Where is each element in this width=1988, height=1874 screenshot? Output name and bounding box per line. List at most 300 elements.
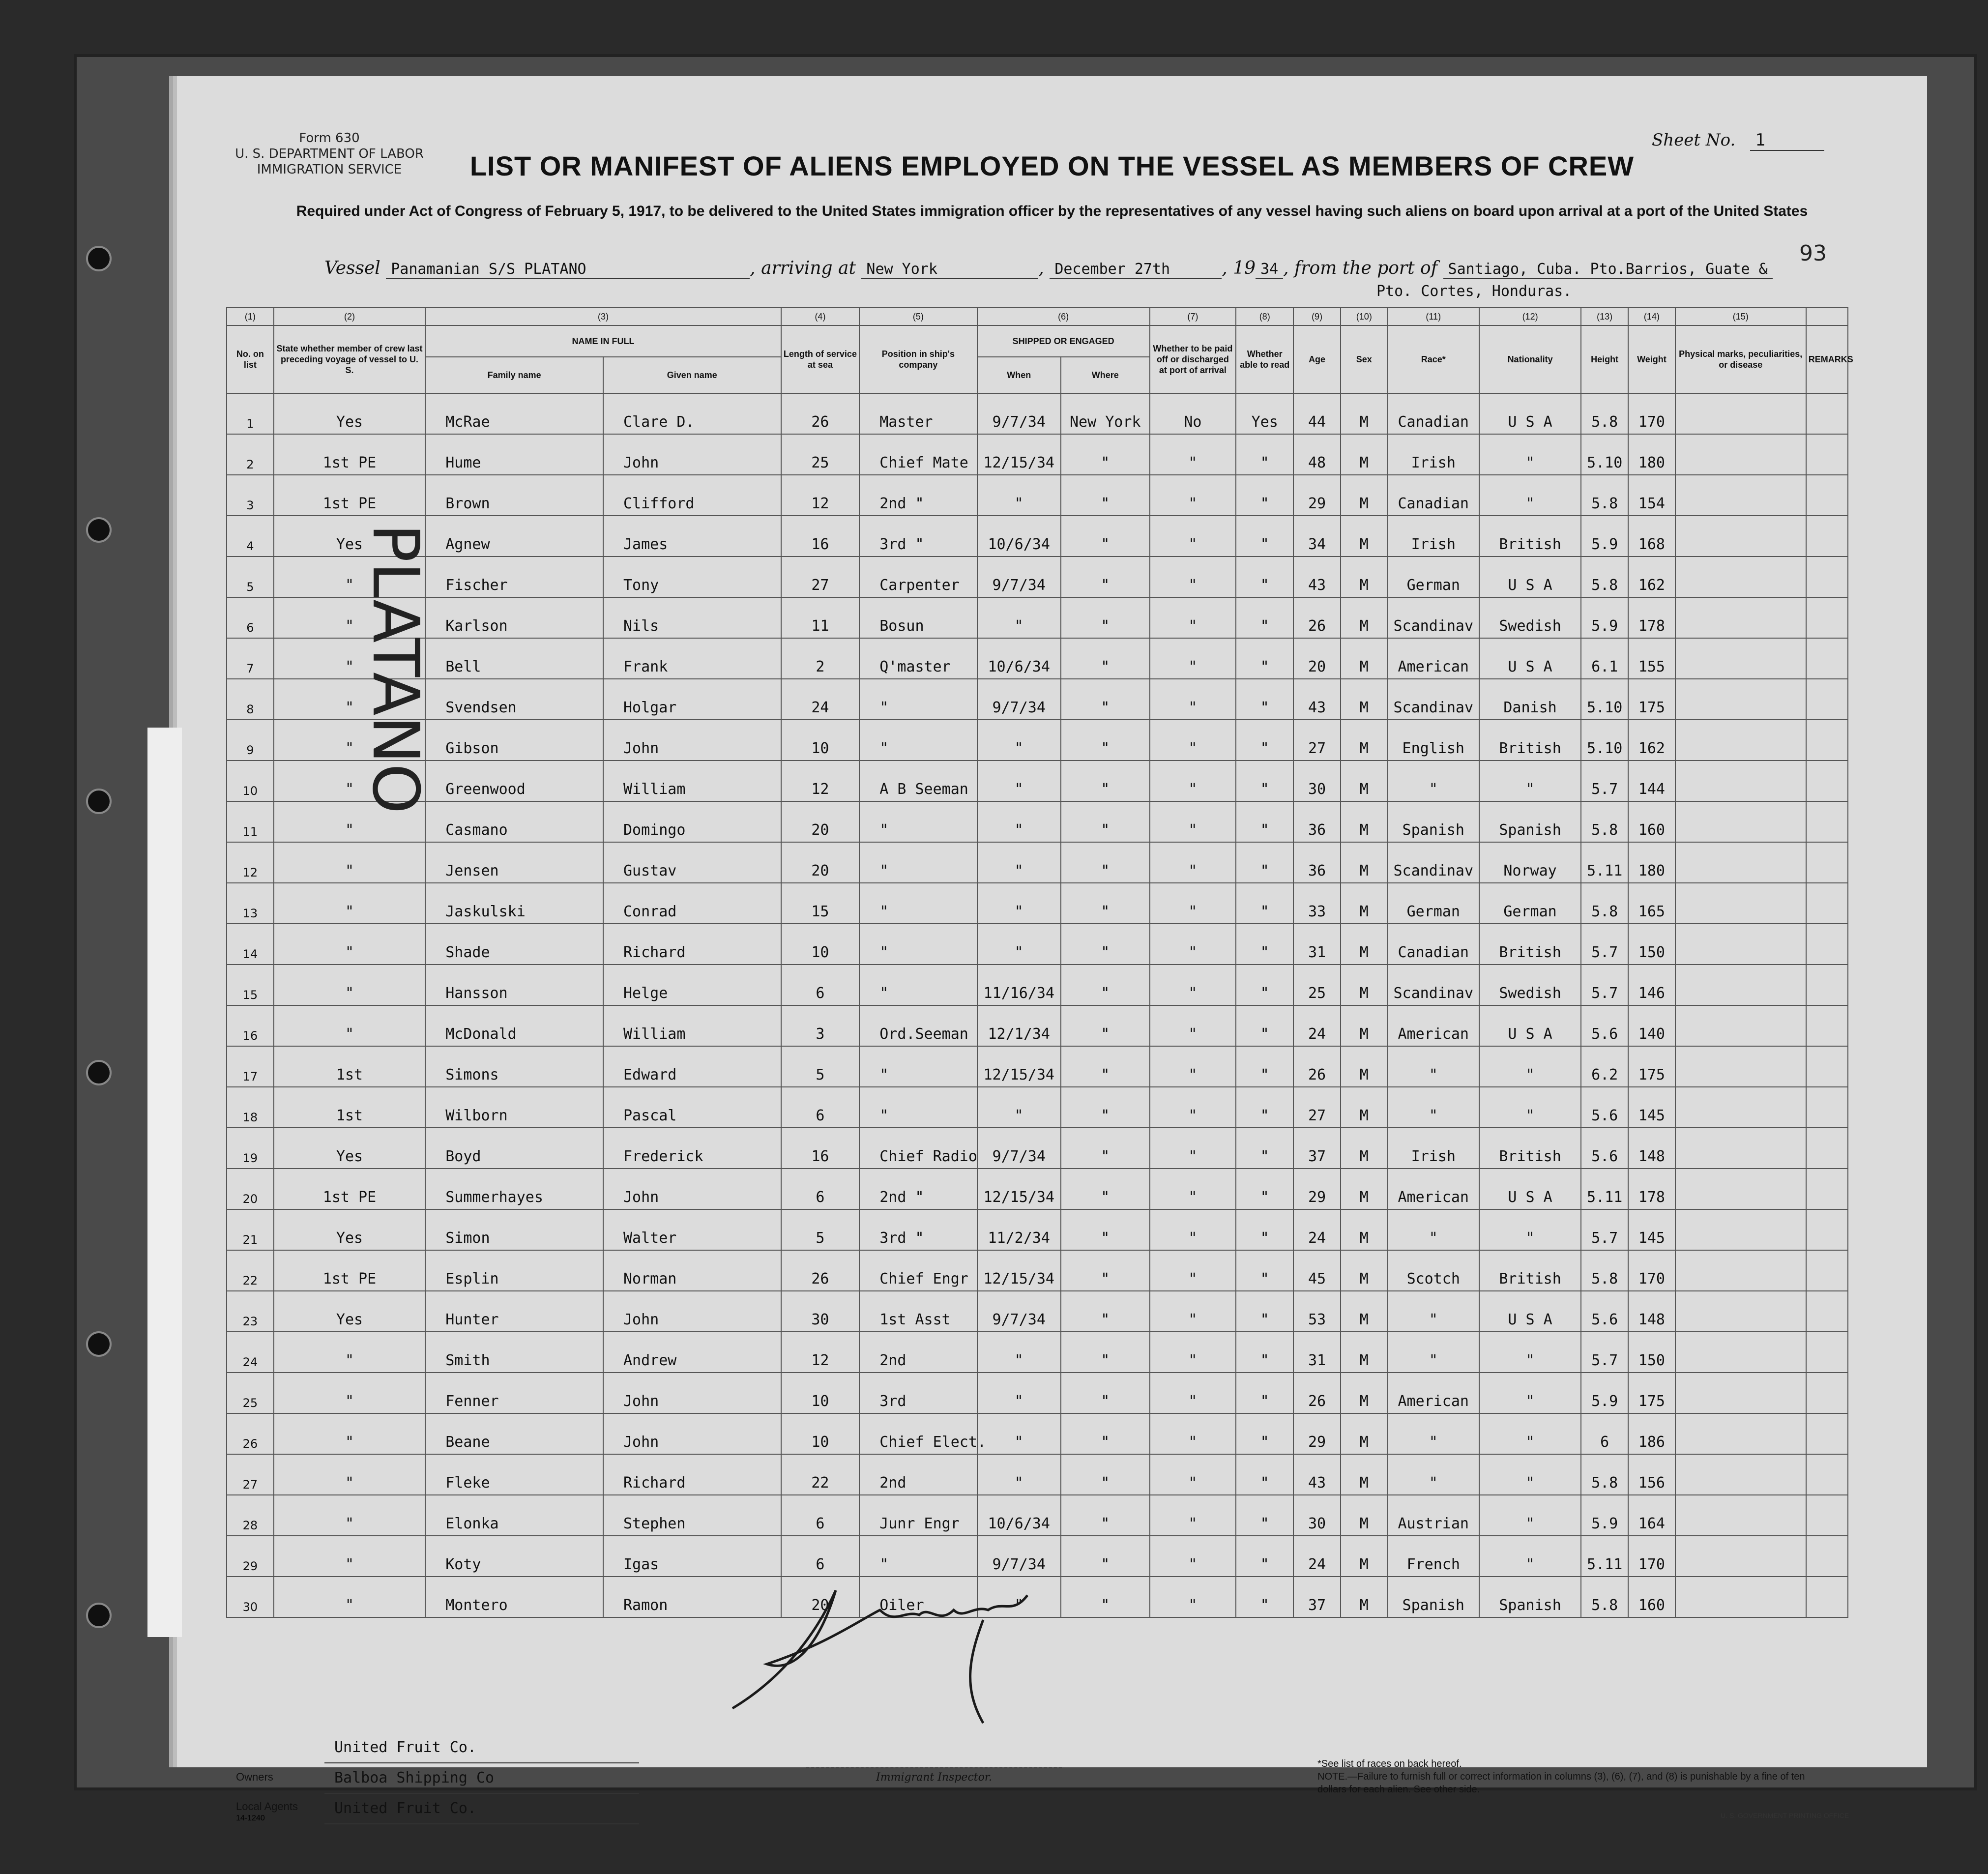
cell-no: 28	[227, 1495, 274, 1536]
cell-height: 5.7	[1581, 924, 1628, 965]
cell-length: 10	[781, 1413, 860, 1454]
cell-given: Walter	[603, 1209, 781, 1250]
cell-weight: 175	[1628, 1373, 1675, 1413]
cell-sex: M	[1341, 801, 1388, 842]
arrival-date: December 27th	[1050, 261, 1222, 279]
cell-nationality: U S A	[1479, 1005, 1581, 1046]
cell-family: Shade	[425, 924, 603, 965]
owner-2: Balboa Shipping Co	[324, 1763, 639, 1794]
cell-member: 1st	[274, 1046, 426, 1087]
cell-paid: "	[1150, 1005, 1236, 1046]
cell-remarks	[1806, 761, 1848, 801]
cell-weight: 168	[1628, 516, 1675, 556]
cell-family: Elonka	[425, 1495, 603, 1536]
sheet-number: Sheet No. 1	[1652, 130, 1824, 150]
cell-physical	[1675, 1577, 1806, 1617]
cell-nationality: U S A	[1479, 1169, 1581, 1209]
local-agent: United Fruit Co.	[324, 1794, 639, 1824]
cell-length: 2	[781, 638, 860, 679]
cell-position: 3rd "	[859, 1209, 977, 1250]
cell-race: American	[1388, 638, 1479, 679]
cell-paid: "	[1150, 1495, 1236, 1536]
cell-race: Scotch	[1388, 1250, 1479, 1291]
cell-race: Scandinav	[1388, 679, 1479, 720]
crew-manifest-table	[226, 307, 1853, 1618]
table-row	[227, 1209, 1848, 1250]
cell-sex: M	[1341, 1046, 1388, 1087]
table-row	[227, 842, 1848, 883]
col-paid: Whether to be paid off or discharged at port of arrival	[1150, 325, 1236, 393]
cell-given: John	[603, 434, 781, 475]
cell-nationality: "	[1479, 1536, 1581, 1577]
cell-when: 12/15/34	[977, 1046, 1061, 1087]
cell-weight: 162	[1628, 556, 1675, 597]
table-row	[227, 393, 1848, 434]
cell-position: "	[859, 1046, 977, 1087]
cell-weight: 146	[1628, 965, 1675, 1005]
cell-no: 27	[227, 1454, 274, 1495]
cell-sex: M	[1341, 516, 1388, 556]
table-row	[227, 1087, 1848, 1128]
table-row	[227, 1128, 1848, 1169]
col-no: No. on list	[227, 325, 274, 393]
cell-no: 20	[227, 1169, 274, 1209]
cell-family: Simons	[425, 1046, 603, 1087]
cell-sex: M	[1341, 1291, 1388, 1332]
cell-where: "	[1061, 1005, 1150, 1046]
cell-position: A B Seeman	[859, 761, 977, 801]
owners-and-agents	[324, 1733, 639, 1824]
cell-when: 10/6/34	[977, 516, 1061, 556]
cell-when: 9/7/34	[977, 679, 1061, 720]
cell-weight: 180	[1628, 842, 1675, 883]
cell-length: 6	[781, 1169, 860, 1209]
cell-no: 2	[227, 434, 274, 475]
cell-length: 6	[781, 1087, 860, 1128]
cell-physical	[1675, 1046, 1806, 1087]
cell-length: 6	[781, 965, 860, 1005]
cell-paid: "	[1150, 842, 1236, 883]
cell-physical	[1675, 1128, 1806, 1169]
cell-no: 16	[227, 1005, 274, 1046]
cell-length: 20	[781, 842, 860, 883]
cell-nationality: U S A	[1479, 638, 1581, 679]
cell-when: 10/6/34	[977, 638, 1061, 679]
cell-height: 5.10	[1581, 679, 1628, 720]
cell-position: 2nd "	[859, 1169, 977, 1209]
cell-family: Casmano	[425, 801, 603, 842]
cell-race: Irish	[1388, 434, 1479, 475]
cell-nationality: Swedish	[1479, 597, 1581, 638]
cell-given: Clifford	[603, 475, 781, 516]
cell-position: Junr Engr	[859, 1495, 977, 1536]
cell-family: Jensen	[425, 842, 603, 883]
cell-age: 33	[1293, 883, 1341, 924]
cell-where: "	[1061, 638, 1150, 679]
cell-no: 24	[227, 1332, 274, 1373]
cell-weight: 154	[1628, 475, 1675, 516]
col-nationality: Nationality	[1479, 325, 1581, 393]
cell-read: "	[1236, 1250, 1293, 1291]
cell-physical	[1675, 1332, 1806, 1373]
col-sex: Sex	[1341, 325, 1388, 393]
cell-position: Carpenter	[859, 556, 977, 597]
cell-height: 5.8	[1581, 1454, 1628, 1495]
cell-nationality: "	[1479, 1454, 1581, 1495]
cell-sex: M	[1341, 1413, 1388, 1454]
cell-paid: "	[1150, 1332, 1236, 1373]
punch-hole	[86, 1331, 112, 1357]
cell-position: "	[859, 801, 977, 842]
cell-nationality: German	[1479, 883, 1581, 924]
cell-height: 5.9	[1581, 516, 1628, 556]
cell-when: "	[977, 842, 1061, 883]
cell-member: "	[274, 1495, 426, 1536]
cell-family: Beane	[425, 1413, 603, 1454]
cell-read: "	[1236, 516, 1293, 556]
cell-height: 5.8	[1581, 801, 1628, 842]
cell-paid: "	[1150, 965, 1236, 1005]
cell-read: "	[1236, 434, 1293, 475]
cell-nationality: "	[1479, 1209, 1581, 1250]
cell-weight: 186	[1628, 1413, 1675, 1454]
cell-read: "	[1236, 1128, 1293, 1169]
cell-read: "	[1236, 1046, 1293, 1087]
cell-sex: M	[1341, 761, 1388, 801]
cell-race: Spanish	[1388, 1577, 1479, 1617]
cell-read: "	[1236, 1495, 1293, 1536]
cell-height: 5.6	[1581, 1087, 1628, 1128]
cell-family: Summerhayes	[425, 1169, 603, 1209]
cell-where: "	[1061, 1169, 1150, 1209]
cell-age: 34	[1293, 516, 1341, 556]
cell-remarks	[1806, 1128, 1848, 1169]
form-identifier: Form 630 U. S. DEPARTMENT OF LABOR IMMIGRATION SERVICE	[235, 131, 424, 177]
cell-member: Yes	[274, 1209, 426, 1250]
cell-weight: 175	[1628, 679, 1675, 720]
cell-family: McDonald	[425, 1005, 603, 1046]
cell-height: 5.6	[1581, 1128, 1628, 1169]
cell-no: 15	[227, 965, 274, 1005]
cell-age: 30	[1293, 1495, 1341, 1536]
cell-sex: M	[1341, 434, 1388, 475]
cell-weight: 145	[1628, 1087, 1675, 1128]
cell-no: 12	[227, 842, 274, 883]
cell-member: 1st PE	[274, 1169, 426, 1209]
cell-length: 26	[781, 1250, 860, 1291]
cell-physical	[1675, 1169, 1806, 1209]
cell-position: "	[859, 883, 977, 924]
cell-position: Q'master	[859, 638, 977, 679]
cell-sex: M	[1341, 1087, 1388, 1128]
cell-age: 53	[1293, 1291, 1341, 1332]
cell-weight: 140	[1628, 1005, 1675, 1046]
cell-sex: M	[1341, 1373, 1388, 1413]
cell-race: "	[1388, 1291, 1479, 1332]
cell-nationality: "	[1479, 1495, 1581, 1536]
cell-member: 1st PE	[274, 1250, 426, 1291]
cell-sex: M	[1341, 1209, 1388, 1250]
cell-read: "	[1236, 1169, 1293, 1209]
cell-weight: 170	[1628, 1536, 1675, 1577]
cell-when: "	[977, 761, 1061, 801]
cell-age: 29	[1293, 475, 1341, 516]
cell-length: 5	[781, 1046, 860, 1087]
cell-length: 27	[781, 556, 860, 597]
cell-nationality: Norway	[1479, 842, 1581, 883]
cell-where: "	[1061, 1577, 1150, 1617]
cell-age: 25	[1293, 965, 1341, 1005]
cell-member: "	[274, 556, 426, 597]
cell-when: "	[977, 597, 1061, 638]
cell-where: "	[1061, 1413, 1150, 1454]
punch-hole	[86, 789, 112, 814]
cell-given: Stephen	[603, 1495, 781, 1536]
cell-read: "	[1236, 1454, 1293, 1495]
cell-where: "	[1061, 597, 1150, 638]
col-height: Height	[1581, 325, 1628, 393]
cell-read: "	[1236, 1413, 1293, 1454]
cell-remarks	[1806, 556, 1848, 597]
table-row	[227, 638, 1848, 679]
cell-member: "	[274, 965, 426, 1005]
cell-no: 22	[227, 1250, 274, 1291]
cell-age: 26	[1293, 1373, 1341, 1413]
cell-where: "	[1061, 1250, 1150, 1291]
cell-weight: 150	[1628, 1332, 1675, 1373]
table-row	[227, 1250, 1848, 1291]
cell-nationality: "	[1479, 1046, 1581, 1087]
cell-length: 10	[781, 720, 860, 761]
cell-member: "	[274, 1577, 426, 1617]
cell-position: Chief Elect.	[859, 1413, 977, 1454]
cell-given: Richard	[603, 924, 781, 965]
cell-given: Pascal	[603, 1087, 781, 1128]
cell-paid: "	[1150, 516, 1236, 556]
col-remarks: REMARKS	[1806, 325, 1848, 393]
cell-nationality: U S A	[1479, 556, 1581, 597]
cell-age: 36	[1293, 842, 1341, 883]
cell-nationality: "	[1479, 1413, 1581, 1454]
cell-position: 1st Asst	[859, 1291, 977, 1332]
cell-read: "	[1236, 556, 1293, 597]
cell-read: "	[1236, 801, 1293, 842]
cell-nationality: "	[1479, 434, 1581, 475]
cell-weight: 160	[1628, 1577, 1675, 1617]
cell-remarks	[1806, 597, 1848, 638]
cell-remarks	[1806, 393, 1848, 434]
cell-sex: M	[1341, 597, 1388, 638]
departure-port: Santiago, Cuba. Pto.Barrios, Guate &	[1443, 261, 1773, 279]
cell-weight: 162	[1628, 720, 1675, 761]
cell-family: Agnew	[425, 516, 603, 556]
cell-race: Irish	[1388, 1128, 1479, 1169]
cell-read: "	[1236, 1209, 1293, 1250]
cell-length: 5	[781, 1209, 860, 1250]
cell-physical	[1675, 1250, 1806, 1291]
cell-nationality: British	[1479, 516, 1581, 556]
table-row	[227, 434, 1848, 475]
cell-age: 31	[1293, 1332, 1341, 1373]
cell-family: Hume	[425, 434, 603, 475]
cell-height: 6	[1581, 1413, 1628, 1454]
cell-family: Jaskulski	[425, 883, 603, 924]
cell-when: "	[977, 801, 1061, 842]
cell-no: 6	[227, 597, 274, 638]
cell-member: "	[274, 842, 426, 883]
cell-physical	[1675, 516, 1806, 556]
cell-member: 1st	[274, 1087, 426, 1128]
cell-length: 12	[781, 761, 860, 801]
cell-nationality: "	[1479, 1087, 1581, 1128]
table-row	[227, 965, 1848, 1005]
cell-member: 1st PE	[274, 434, 426, 475]
cell-physical	[1675, 1536, 1806, 1577]
cell-family: Koty	[425, 1536, 603, 1577]
cell-remarks	[1806, 1291, 1848, 1332]
cell-height: 5.8	[1581, 883, 1628, 924]
cell-no: 14	[227, 924, 274, 965]
cell-where: "	[1061, 679, 1150, 720]
cell-member: "	[274, 597, 426, 638]
cell-paid: "	[1150, 1169, 1236, 1209]
cell-physical	[1675, 842, 1806, 883]
cell-age: 24	[1293, 1005, 1341, 1046]
cell-position: Chief Engr	[859, 1250, 977, 1291]
cell-no: 18	[227, 1087, 274, 1128]
cell-family: Svendsen	[425, 679, 603, 720]
cell-race: "	[1388, 761, 1479, 801]
cell-remarks	[1806, 1495, 1848, 1536]
cell-when: "	[977, 1373, 1061, 1413]
cell-age: 29	[1293, 1169, 1341, 1209]
cell-height: 6.1	[1581, 638, 1628, 679]
cell-member: "	[274, 1536, 426, 1577]
margin-mark: 93	[1799, 241, 1827, 266]
cell-paid: "	[1150, 924, 1236, 965]
punch-hole	[86, 246, 112, 271]
cell-when: 9/7/34	[977, 556, 1061, 597]
table-row	[227, 1373, 1848, 1413]
manifest-sheet	[177, 76, 1927, 1822]
cell-weight: 145	[1628, 1209, 1675, 1250]
cell-paid: "	[1150, 1128, 1236, 1169]
cell-position: Chief Mate	[859, 434, 977, 475]
col-shipped: SHIPPED OR ENGAGED	[977, 325, 1150, 357]
cell-paid: "	[1150, 720, 1236, 761]
cell-age: 24	[1293, 1209, 1341, 1250]
page-subtitle: Required under Act of Congress of February 5, 1917, to be delivered to the United States immigration officer by the representatives of any vessel having such aliens on board upon arrival at a port of the United States	[296, 203, 1808, 219]
cell-paid: "	[1150, 597, 1236, 638]
cell-family: Brown	[425, 475, 603, 516]
cell-physical	[1675, 1087, 1806, 1128]
cell-member: "	[274, 1005, 426, 1046]
cell-height: 5.9	[1581, 1495, 1628, 1536]
cell-read: "	[1236, 1373, 1293, 1413]
cell-length: 6	[781, 1495, 860, 1536]
cell-family: Hansson	[425, 965, 603, 1005]
cell-given: Andrew	[603, 1332, 781, 1373]
cell-paid: "	[1150, 761, 1236, 801]
cell-position: 3rd "	[859, 516, 977, 556]
cell-sex: M	[1341, 393, 1388, 434]
cell-weight: 160	[1628, 801, 1675, 842]
cell-physical	[1675, 801, 1806, 842]
cell-where: "	[1061, 1495, 1150, 1536]
cell-position: "	[859, 720, 977, 761]
cell-no: 30	[227, 1577, 274, 1617]
cell-family: Wilborn	[425, 1087, 603, 1128]
cell-no: 13	[227, 883, 274, 924]
cell-sex: M	[1341, 638, 1388, 679]
vessel-name: Panamanian S/S PLATANO	[386, 261, 750, 279]
cell-no: 19	[227, 1128, 274, 1169]
cell-age: 24	[1293, 1536, 1341, 1577]
cell-age: 43	[1293, 556, 1341, 597]
vessel-line: Vessel Panamanian S/S PLATANO , arriving at New York , December 27th , 19 34 , from the port of Santiago, Cuba. Pto.Barrios, Guate &	[324, 258, 1773, 279]
cell-paid: "	[1150, 1250, 1236, 1291]
cell-weight: 165	[1628, 883, 1675, 924]
cell-race: Scandinav	[1388, 597, 1479, 638]
cell-sex: M	[1341, 842, 1388, 883]
cell-when: 11/2/34	[977, 1209, 1061, 1250]
cell-weight: 156	[1628, 1454, 1675, 1495]
cell-remarks	[1806, 638, 1848, 679]
cell-remarks	[1806, 1577, 1848, 1617]
cell-race: American	[1388, 1169, 1479, 1209]
cell-nationality: U S A	[1479, 1291, 1581, 1332]
cell-length: 11	[781, 597, 860, 638]
cell-when: "	[977, 475, 1061, 516]
cell-physical	[1675, 393, 1806, 434]
cell-read: "	[1236, 1291, 1293, 1332]
cell-member: "	[274, 638, 426, 679]
cell-member: "	[274, 1413, 426, 1454]
cell-height: 5.11	[1581, 1536, 1628, 1577]
cell-paid: "	[1150, 1454, 1236, 1495]
cell-no: 11	[227, 801, 274, 842]
cell-position: Bosun	[859, 597, 977, 638]
cell-height: 5.9	[1581, 1373, 1628, 1413]
cell-position: Master	[859, 393, 977, 434]
cell-length: 3	[781, 1005, 860, 1046]
cell-position: "	[859, 1087, 977, 1128]
cell-length: 20	[781, 801, 860, 842]
printer-mark: U. S. GOVERNMENT PRINTING OFFICE	[1721, 1812, 1849, 1819]
cell-family: McRae	[425, 393, 603, 434]
cell-remarks	[1806, 516, 1848, 556]
cell-physical	[1675, 597, 1806, 638]
cell-nationality: "	[1479, 1332, 1581, 1373]
cell-race: Austrian	[1388, 1495, 1479, 1536]
cell-member: "	[274, 679, 426, 720]
cell-height: 5.6	[1581, 1291, 1628, 1332]
cell-position: "	[859, 679, 977, 720]
cell-length: 15	[781, 883, 860, 924]
cell-sex: M	[1341, 475, 1388, 516]
col-read: Whether able to read	[1236, 325, 1293, 393]
cell-sex: M	[1341, 1495, 1388, 1536]
punch-hole	[86, 1060, 112, 1085]
cell-read: "	[1236, 965, 1293, 1005]
cell-age: 31	[1293, 924, 1341, 965]
cell-no: 21	[227, 1209, 274, 1250]
cell-weight: 180	[1628, 434, 1675, 475]
cell-nationality: British	[1479, 720, 1581, 761]
cell-given: Holgar	[603, 679, 781, 720]
cell-age: 20	[1293, 638, 1341, 679]
cell-read: "	[1236, 1536, 1293, 1577]
